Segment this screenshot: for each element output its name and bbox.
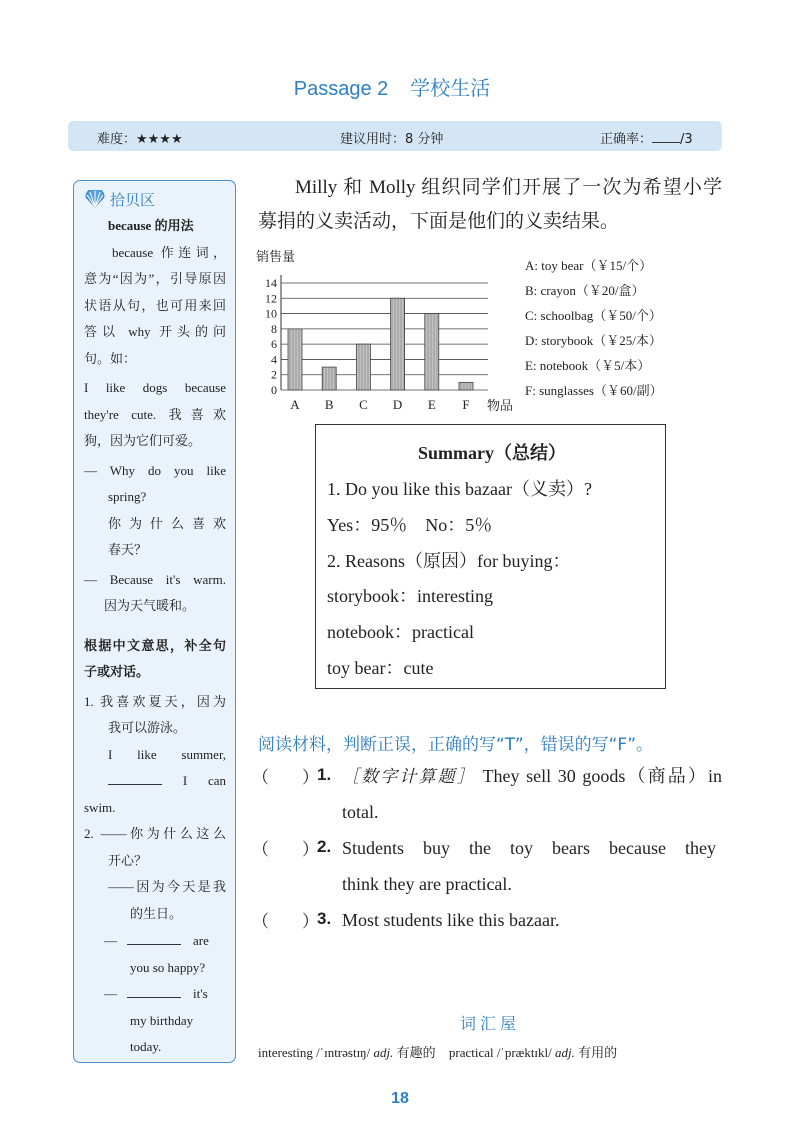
y-tick-label: 8 [271,321,277,336]
exercise-1-line: 我可以游泳。 [108,720,187,735]
exercise-1-line: 1. 我喜欢夏天，因为 [84,693,226,709]
sidebar-content [84,213,226,1061]
x-axis-label: 物品 [487,399,514,414]
legend-item: A: toy bear（￥15/个） [525,258,653,273]
answer-paren-close[interactable]: ） [302,912,319,932]
answer-paren-close[interactable]: ） [302,768,319,788]
x-tick-label: C [359,397,368,412]
x-tick-label: F [462,397,470,412]
example-line: — Because it's warm. [84,571,226,587]
passage-number: Passage 2 [293,78,389,100]
example-line: 你为什么喜欢 [108,515,226,531]
answer-blank[interactable] [127,983,181,998]
summary-line: Yes：95％ No：5％ [327,514,493,535]
y-tick-label: 6 [271,337,277,352]
summary-line: notebook：practical [327,622,474,643]
x-tick-label: B [324,397,334,412]
tip-sidebar [73,180,236,1063]
example-line: they're cute. 我喜欢 [84,406,226,422]
x-tick-label: A [290,397,300,412]
exercise-1-line: I like summer, [108,746,226,762]
bar-a [288,329,302,390]
y-tick-label: 14 [265,276,277,290]
sales-bar-chart [250,245,520,417]
example-line: 春天？ [108,542,148,557]
summary-line: toy bear：cute [327,657,434,678]
dash: — [104,986,117,1001]
question-2-line: think they are practical. [342,874,512,894]
answer-blank[interactable] [127,930,181,945]
accuracy-blank[interactable] [652,130,680,143]
exercise-title: 根据中文意思，补全句 [84,637,226,653]
explanation-line: 答以 why 开头的问 [84,324,226,339]
question-1-line [342,764,722,788]
y-tick-label: 4 [271,352,277,367]
vocab-header: 词汇屋 [459,1014,520,1033]
exercise-1-line [84,768,226,795]
explanation-line: because 作连词， [112,244,226,260]
exercise-2-line: 2. ——你为什么这么 [84,826,226,841]
example-line: 狗，因为它们可爱。 [84,433,202,448]
dash: — [104,933,117,948]
answer-paren-open[interactable]: （ [252,768,269,788]
question-text: They sell 30 goods（商品）in [482,766,722,786]
summary-line: 2. Reasons（原因）for buying： [327,550,571,571]
example-line: spring? [108,489,147,504]
intro-line: Milly 和 Molly 组织同学们开展了一次为希望小学 [295,177,722,198]
exercise-2-line: today. [130,1039,162,1054]
bar-e [425,314,439,390]
grammar-topic: because 的用法 [108,218,194,233]
legend-item: F: sunglasses（￥60/副） [525,383,663,398]
summary-box [315,424,666,689]
explanation-line: 句。如： [84,350,137,366]
passage-topic: 学校生活 [410,78,491,100]
legend-item: D: storybook（￥25/本） [525,333,662,348]
exercise-2-line: ——因为今天是我 [108,879,226,894]
answer-blank[interactable] [108,770,162,785]
vocab-phonetic: /ˈpræktɪkl/ [496,1045,552,1060]
y-tick-label: 2 [271,367,277,382]
exercise-2-line: 开心？ [108,852,148,868]
legend-item: B: crayon（￥20/盒） [525,283,645,298]
bar-c [356,344,370,390]
exercise-2-text: are [193,933,209,948]
y-tick-label: 10 [265,306,277,321]
legend-item: C: schoolbag（￥50/个） [525,308,662,323]
exercise-1-line: swim. [84,799,116,815]
bar-d [391,298,405,390]
chart-legend [525,253,663,403]
intro-line: 募捐的义卖活动，下面是他们的义卖结果。 [258,211,620,232]
accuracy-total: /3 [680,132,693,147]
question-number: 2. [317,837,332,856]
shell-icon [85,190,105,208]
y-tick-label: 0 [271,383,277,397]
vocab-pos: adj. [555,1045,575,1060]
suggested-time: 建议用时：8 分钟 [340,132,444,147]
question-1-line: total. [342,802,379,822]
exercise-title: 子或对话。 [84,664,150,679]
difficulty-rating: 难度：★★★★ [97,132,183,147]
summary-title: Summary（总结） [418,443,566,463]
sidebar-header [74,185,235,213]
exercise-2-text: it's [193,986,208,1001]
explanation-line: 状语从句，也可用来回 [84,297,226,313]
example-line: I like dogs because [84,380,226,395]
bar-f [459,382,473,390]
question-tag: ［数字计算题］ [342,767,476,787]
y-axis-label: 销售量 [256,250,296,265]
page-title [0,72,784,101]
x-tick-label: E [427,397,436,412]
exercise-1-text: I can [182,773,226,788]
vocab-meaning: 有用的 [578,1045,618,1060]
accuracy-field [600,128,693,147]
exercise-2-line: you so happy? [130,959,206,975]
vocab-meaning: 有趣的 [396,1045,436,1060]
page-number: 18 [391,1090,409,1107]
exercise-2-line [84,981,226,1008]
summary-line: storybook：interesting [327,586,493,607]
example-line: — Why do you like [84,462,226,478]
question-2-line: Students buy the toy bears because they [342,838,716,858]
summary-line: 1. Do you like this bazaar（义卖）? [327,479,592,499]
vocab-pos: adj. [373,1045,394,1060]
question-number: 1. [317,765,332,784]
exercise-2-line: my birthday [130,1012,194,1028]
vocab-word: practical [448,1045,494,1060]
exercise-2-line [84,928,226,955]
x-tick-label: D [392,397,403,412]
info-bar [68,121,722,151]
answer-paren-open[interactable]: （ [252,840,269,860]
vocab-phonetic: /ˈɪntrəstɪŋ/ [316,1045,371,1060]
question-3-line: Most students like this bazaar. [342,910,560,930]
legend-item: E: notebook（￥5/本） [525,358,651,373]
question-number: 3. [317,909,332,928]
explanation-line: 意为“因为”，引导原因 [84,271,226,286]
example-line: 因为天气暖和。 [104,598,196,613]
bar-b [322,367,336,390]
answer-paren-close[interactable]: ） [302,840,319,860]
task-instruction: 阅读材料，判断正误，正确的写“T”，错误的写“F”。 [258,735,654,755]
y-tick-label: 12 [265,291,277,306]
sidebar-title: 拾贝区 [110,191,156,209]
vocab-word: interesting [258,1045,313,1060]
answer-paren-open[interactable]: （ [252,912,269,932]
accuracy-label: 正确率： [600,132,653,147]
exercise-2-line: 的生日。 [130,905,183,921]
vocab-line [258,1042,617,1061]
